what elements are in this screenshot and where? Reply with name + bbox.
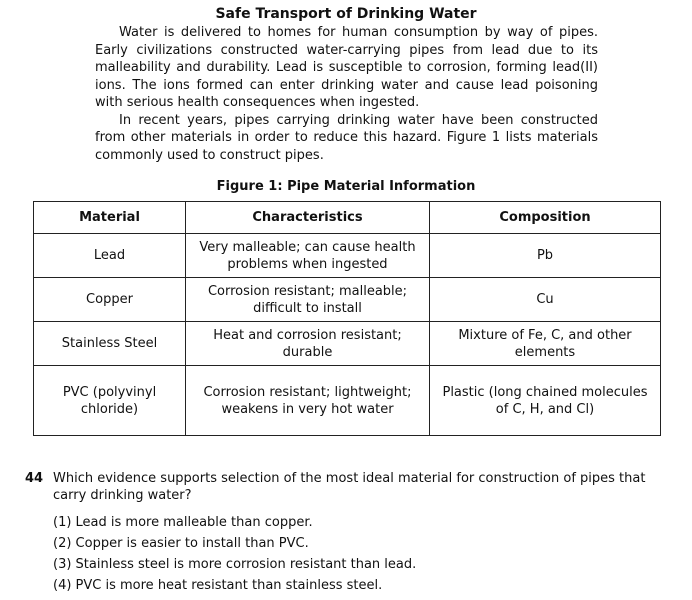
answer-choice-3[interactable]: (3) Stainless steel is more corrosion resistant than lead.: [53, 557, 417, 572]
column-header-composition: Composition: [430, 202, 661, 234]
passage-paragraph: Water is delivered to homes for human consumption by way of pipes. Early civilizations constructed water-carrying pipes from lead due to its malleability and durability. Lead is susceptible to corrosion, forming lead(II) ions. The ions formed can enter drinking water and cause lead poisoning with serious health consequences when ingested.: [95, 25, 598, 110]
table-row: [34, 322, 661, 366]
material-cell: Stainless Steel: [34, 322, 186, 366]
passage-paragraph: In recent years, pipes carrying drinking water have been constructed from other materials in order to reduce this hazard. Figure 1 lists materials commonly used to construct pipes.: [95, 112, 598, 163]
answer-choice-4[interactable]: (4) PVC is more heat resistant than stainless steel.: [53, 578, 383, 593]
column-header-material: Material: [34, 202, 186, 234]
pipe-material-table: [33, 201, 661, 436]
characteristics-cell: Corrosion resistant; lightweight; weakens in very hot water: [186, 366, 430, 436]
question-text: Which evidence supports selection of the most ideal material for construction of pipes that carry drinking water?: [53, 471, 646, 503]
material-cell: PVC (polyvinyl chloride): [34, 366, 186, 436]
composition-cell: Mixture of Fe, C, and other elements: [430, 322, 661, 366]
composition-cell: Plastic (long chained molecules of C, H, and Cl): [430, 366, 661, 436]
characteristics-cell: Very malleable; can cause health problems when ingested: [186, 234, 430, 278]
characteristics-cell: Corrosion resistant; malleable; difficult to install: [186, 278, 430, 322]
table-row: [34, 278, 661, 322]
composition-cell: Pb: [430, 234, 661, 278]
page-title: Safe Transport of Drinking Water: [215, 6, 477, 22]
material-cell: Lead: [34, 234, 186, 278]
table-row: [34, 234, 661, 278]
table-header-row: [34, 202, 661, 234]
passage: [95, 24, 598, 164]
answer-choices: [53, 512, 653, 596]
question-number: 44: [25, 471, 44, 486]
characteristics-cell: Heat and corrosion resistant; durable: [186, 322, 430, 366]
question: [25, 470, 665, 504]
material-cell: Copper: [34, 278, 186, 322]
composition-cell: Cu: [430, 278, 661, 322]
answer-choice-1[interactable]: (1) Lead is more malleable than copper.: [53, 515, 313, 530]
answer-choice-2[interactable]: (2) Copper is easier to install than PVC.: [53, 536, 309, 551]
figure-title: Figure 1: Pipe Material Information: [216, 179, 476, 194]
column-header-characteristics: Characteristics: [186, 202, 430, 234]
table-row: [34, 366, 661, 436]
